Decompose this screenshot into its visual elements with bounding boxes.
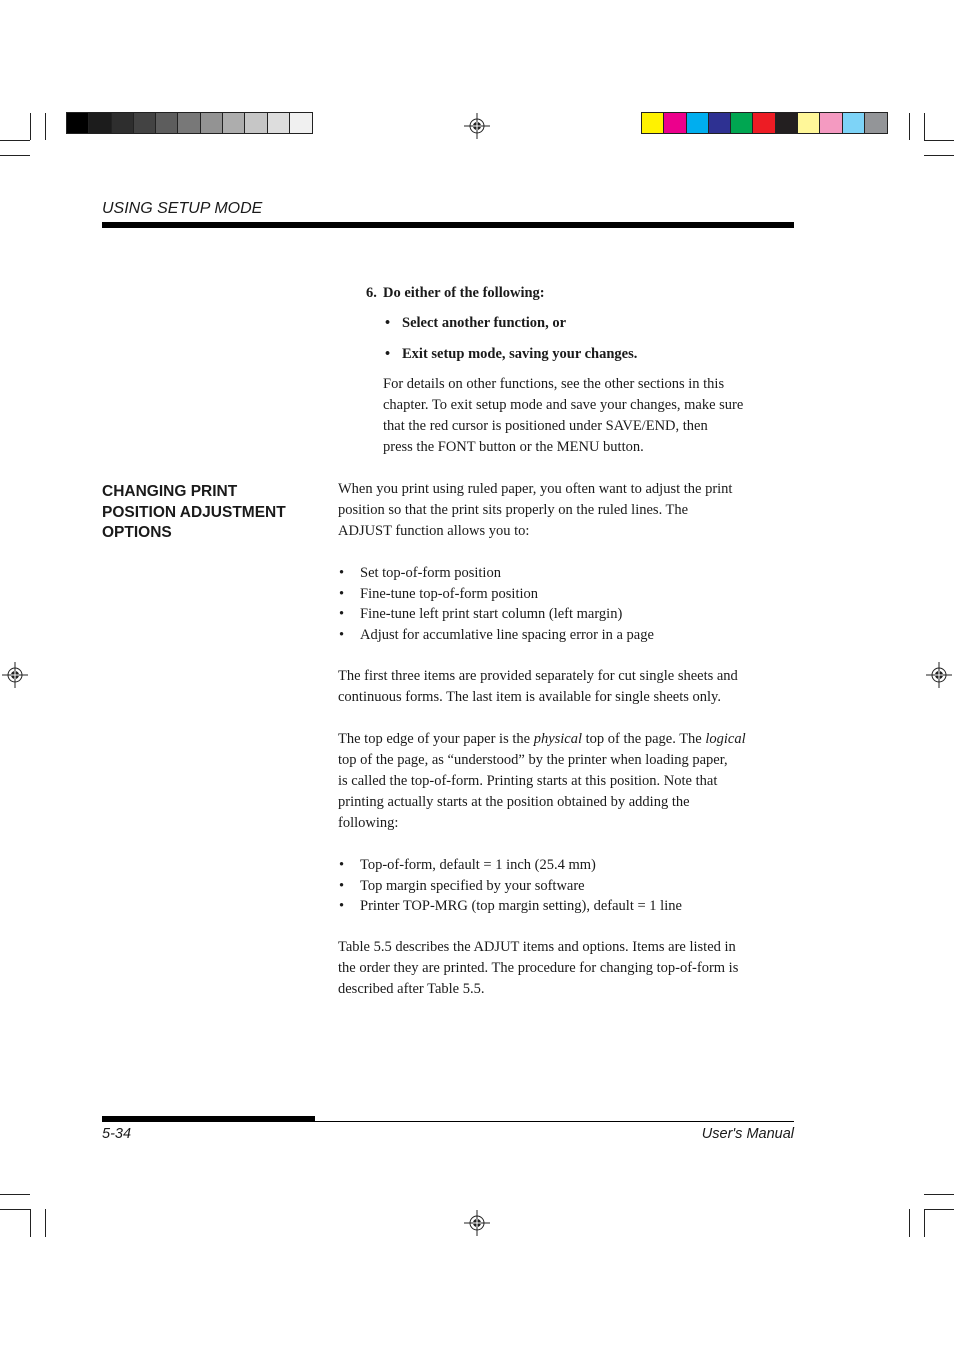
step-title-text: Do either of the following: [383, 285, 545, 301]
list-item: • Top-of-form, default = 1 inch (25.4 mm) [338, 855, 798, 876]
section-heading: CHANGING PRINT POSITION ADJUSTMENT OPTIONS [102, 483, 286, 541]
step-details-paragraph: For details on other functions, see the other sections in this chapter. To exit setup mode and save your changes, make sure that the red cursor is positioned under SAVE/END, then press the FONT button or the MENU button. [383, 376, 744, 455]
color-calibration-bar [641, 112, 888, 134]
gray-swatch [268, 113, 290, 133]
table-reference-paragraph: Table 5.5 describes the ADJUT items and options. Items are listed in the order they are printed. The procedure for changing top-of-form is described after Table 5.5. [338, 939, 739, 997]
color-swatch [642, 113, 664, 133]
sum-items-list [338, 855, 798, 917]
gray-swatch [245, 113, 267, 133]
registration-mark-icon [464, 1210, 490, 1236]
step-title [366, 285, 545, 302]
top-edge-paragraph: The top edge of your paper is the physical top of the page. The logical top of the page, as “understood” by the printer when loading paper, is called the top-of-form. Printing starts at this position. Note that printing actually starts at the position obtained by adding the following: [338, 731, 746, 831]
gray-swatch [290, 113, 312, 133]
color-swatch [776, 113, 798, 133]
list-item: • Printer TOP-MRG (top margin setting), default = 1 line [338, 896, 798, 917]
gray-swatch [134, 113, 156, 133]
color-swatch [664, 113, 686, 133]
emphasis-logical: logical [705, 731, 746, 747]
list-item: • Fine-tune top-of-form position [338, 584, 798, 605]
list-item: • Top margin specified by your software [338, 876, 798, 897]
footer-rule-thin [315, 1121, 794, 1122]
gray-swatch [89, 113, 111, 133]
color-swatch [687, 113, 709, 133]
intro-paragraph: When you print using ruled paper, you often want to adjust the print position so that the print sits properly on the ruled lines. The ADJUST function allows you to: [338, 481, 733, 539]
color-swatch [798, 113, 820, 133]
step-bullet: • Exit setup mode, saving your changes. [385, 346, 638, 362]
list-item: • Adjust for accumlative line spacing error in a page [338, 625, 798, 646]
color-swatch [865, 113, 887, 133]
gray-swatch [112, 113, 134, 133]
gray-swatch [223, 113, 245, 133]
gray-swatch [156, 113, 178, 133]
color-swatch [843, 113, 865, 133]
color-swatch [753, 113, 775, 133]
gray-swatch [178, 113, 200, 133]
color-swatch [731, 113, 753, 133]
emphasis-physical: physical [533, 731, 583, 747]
first-three-paragraph: The first three items are provided separately for cut single sheets and continuous forms. The last item is available for single sheets only. [338, 668, 738, 705]
gray-swatch [201, 113, 223, 133]
color-swatch [709, 113, 731, 133]
registration-mark-icon [464, 113, 490, 139]
running-header: USING SETUP MODE [102, 200, 263, 217]
color-swatch [820, 113, 842, 133]
footer-rule-thick [102, 1116, 315, 1122]
page-number: 5-34 [102, 1126, 132, 1142]
list-item: • Set top-of-form position [338, 563, 798, 584]
step-number: 6. [366, 285, 377, 301]
header-rule [102, 222, 794, 228]
gray-swatch [67, 113, 89, 133]
footer-manual-title: User's Manual [701, 1126, 794, 1142]
adjust-items-list [338, 563, 798, 646]
list-item: • Fine-tune left print start column (left margin) [338, 604, 798, 625]
registration-mark-icon [2, 662, 28, 688]
registration-mark-icon [926, 662, 952, 688]
grayscale-calibration-bar [66, 112, 313, 134]
step-bullet: • Select another function, or [385, 315, 567, 331]
